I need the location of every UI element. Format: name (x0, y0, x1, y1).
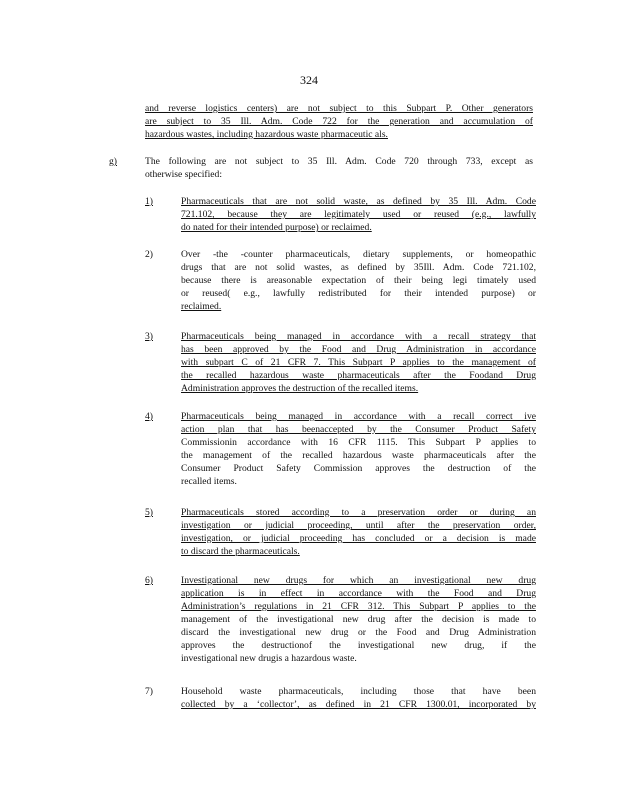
item-line: with subpart C of 21 CFR 7. This Subpart P applies to the management of (181, 357, 536, 368)
item-line: Consumer Product Safety Commission approves the destruction of the (181, 463, 536, 474)
item-line: do nated for their intended purpose) or reclaimed. (181, 222, 372, 233)
item-label: 3) (145, 331, 153, 342)
item-line: recalled items. (181, 476, 237, 487)
item-label: 4) (145, 411, 153, 422)
item-line: application is in effect in accordance with the Food and Drug (181, 588, 536, 599)
item-line: the recalled hazardous waste pharmaceuticals after the Foodand Drug (181, 370, 536, 381)
item-line: Pharmaceuticals that are not solid waste, as defined by 35 Ill. Adm. Code (181, 196, 536, 207)
item-line: Administration’s regulations in 21 CFR 312. This Subpart P applies to the (181, 601, 536, 612)
item-line: Over -the -counter pharmaceuticals, dietary supplements, or homeopathic (181, 249, 536, 260)
intro-line: and reverse logistics centers) are not subject to this Subpart P. Other generators (145, 103, 533, 114)
item-line: collected by a ‘collector’, as defined in 21 CFR 1300.01, incorporated by (181, 699, 536, 710)
item-line: Administration approves the destruction of the recalled items. (181, 383, 419, 394)
item-line: Pharmaceuticals stored according to a preservation order or during an (181, 507, 536, 518)
item-line: Commissionin accordance with 16 CFR 1115. This Subpart P applies to (181, 437, 536, 448)
item-line: reclaimed. (181, 301, 222, 312)
item-line: investigation or judicial proceeding, until after the preservation order, (181, 520, 536, 531)
item-line: approves the destructionof the investigational new drug, if the (181, 640, 536, 651)
item-label: 5) (145, 507, 153, 518)
page-number: 324 (300, 73, 318, 87)
item-line: drugs that are not solid wastes, as defined by 35Ill. Adm. Code 721.102, (181, 262, 536, 273)
item-line: investigational new drugis a hazardous waste. (181, 653, 357, 664)
item-line: action plan that has beenaccepted by the Consumer Product Safety (181, 424, 536, 435)
item-line: the management of the recalled hazardous waste pharmaceuticals after the (181, 450, 536, 461)
item-line: Investigational new drugs for which an investigational new drug (181, 575, 536, 586)
item-label: 2) (145, 249, 153, 260)
section-g-label: g) (109, 156, 117, 167)
section-g-line: The following are not subject to 35 Ill. Adm. Code 720 through 733, except as (145, 156, 533, 167)
intro-line: are subject to 35 Ill. Adm. Code 722 for the generation and accumulation of (145, 116, 533, 127)
item-line: discard the investigational new drug or the Food and Drug Administration (181, 627, 536, 638)
item-label: 7) (145, 686, 153, 697)
item-line: management of the investigational new drug after the decision is made to (181, 614, 536, 625)
item-line: Household waste pharmaceuticals, including those that have been (181, 686, 536, 697)
item-line: or reused( e.g., lawfully redistributed for their intended purpose) or (181, 288, 536, 299)
item-line: 721.102, because they are legitimately used or reused (e.g., lawfully (181, 209, 536, 220)
item-line: has been approved by the Food and Drug Administration in accordance (181, 344, 536, 355)
item-line: because there is areasonable expectation of their being legi timately used (181, 275, 536, 286)
item-line: investigation, or judicial proceeding has concluded or a decision is made (181, 533, 536, 544)
section-g-line: otherwise specified: (145, 169, 222, 180)
item-label: 1) (145, 196, 153, 207)
item-line: Pharmaceuticals being managed in accordance with a recall correct ive (181, 411, 536, 422)
item-line: to discard the pharmaceuticals. (181, 546, 300, 557)
item-line: Pharmaceuticals being managed in accordance with a recall strategy that (181, 331, 536, 342)
item-label: 6) (145, 575, 153, 586)
intro-line: hazardous wastes, including hazardous waste pharmaceutic als. (145, 129, 388, 140)
